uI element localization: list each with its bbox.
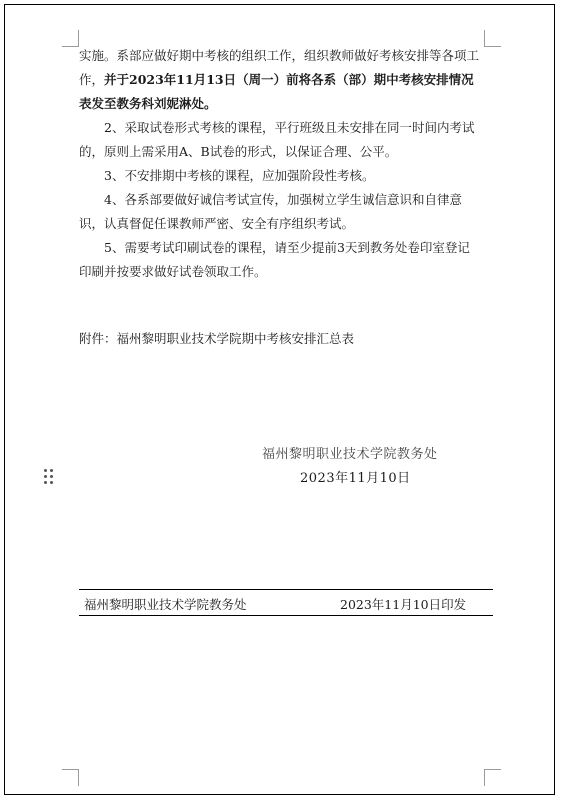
paragraph-item-2: 2、采取试卷形式考核的课程，平行班级且未安排在同一时间内考试的，原则上需采用A、B试卷的形式，以保证合理、公平。	[79, 120, 475, 159]
paragraph-item-5: 5、需要考试印刷试卷的课程，请至少提前3天到教务处卷印室登记印刷并按要求做好试卷领取工作。	[79, 240, 470, 279]
crop-mark-top-left	[62, 30, 79, 47]
crop-mark-top-right	[484, 30, 501, 47]
attachment-line: 附件：福州黎明职业技术学院期中考核安排汇总表	[79, 331, 355, 346]
paragraph-implementation-text: 实施。系部应做好期中考核的组织工作，组织教师做好考核安排等各项工作，	[79, 48, 480, 87]
paragraph-item-4: 4、各系部要做好诚信考试宣传，加强树立学生诚信意识和自律意识，认真督促任课教师严密、安全有序组织考试。	[79, 192, 462, 231]
paragraph-deadline-bold: 并于2023年11月13日（周一）前将各系（部）期中考核安排情况表发至教务科刘妮淋处。	[79, 72, 474, 111]
signature-organization: 福州黎明职业技术学院教务处	[262, 447, 438, 462]
crop-mark-bottom-right	[484, 769, 501, 786]
footer-issuer: 福州黎明职业技术学院教务处	[84, 597, 247, 612]
signature-date: 2023年11月10日	[300, 471, 411, 486]
crop-mark-bottom-left	[62, 769, 79, 786]
footer-bottom-rule	[79, 615, 493, 616]
footer-issue-date: 2023年11月10日印发	[340, 597, 467, 612]
footer-top-rule	[79, 589, 493, 590]
drag-handle-icon[interactable]	[44, 469, 54, 485]
paragraph-item-3: 3、不安排期中考核的课程，应加强阶段性考核。	[104, 168, 375, 183]
paragraph-implementation	[79, 44, 481, 116]
